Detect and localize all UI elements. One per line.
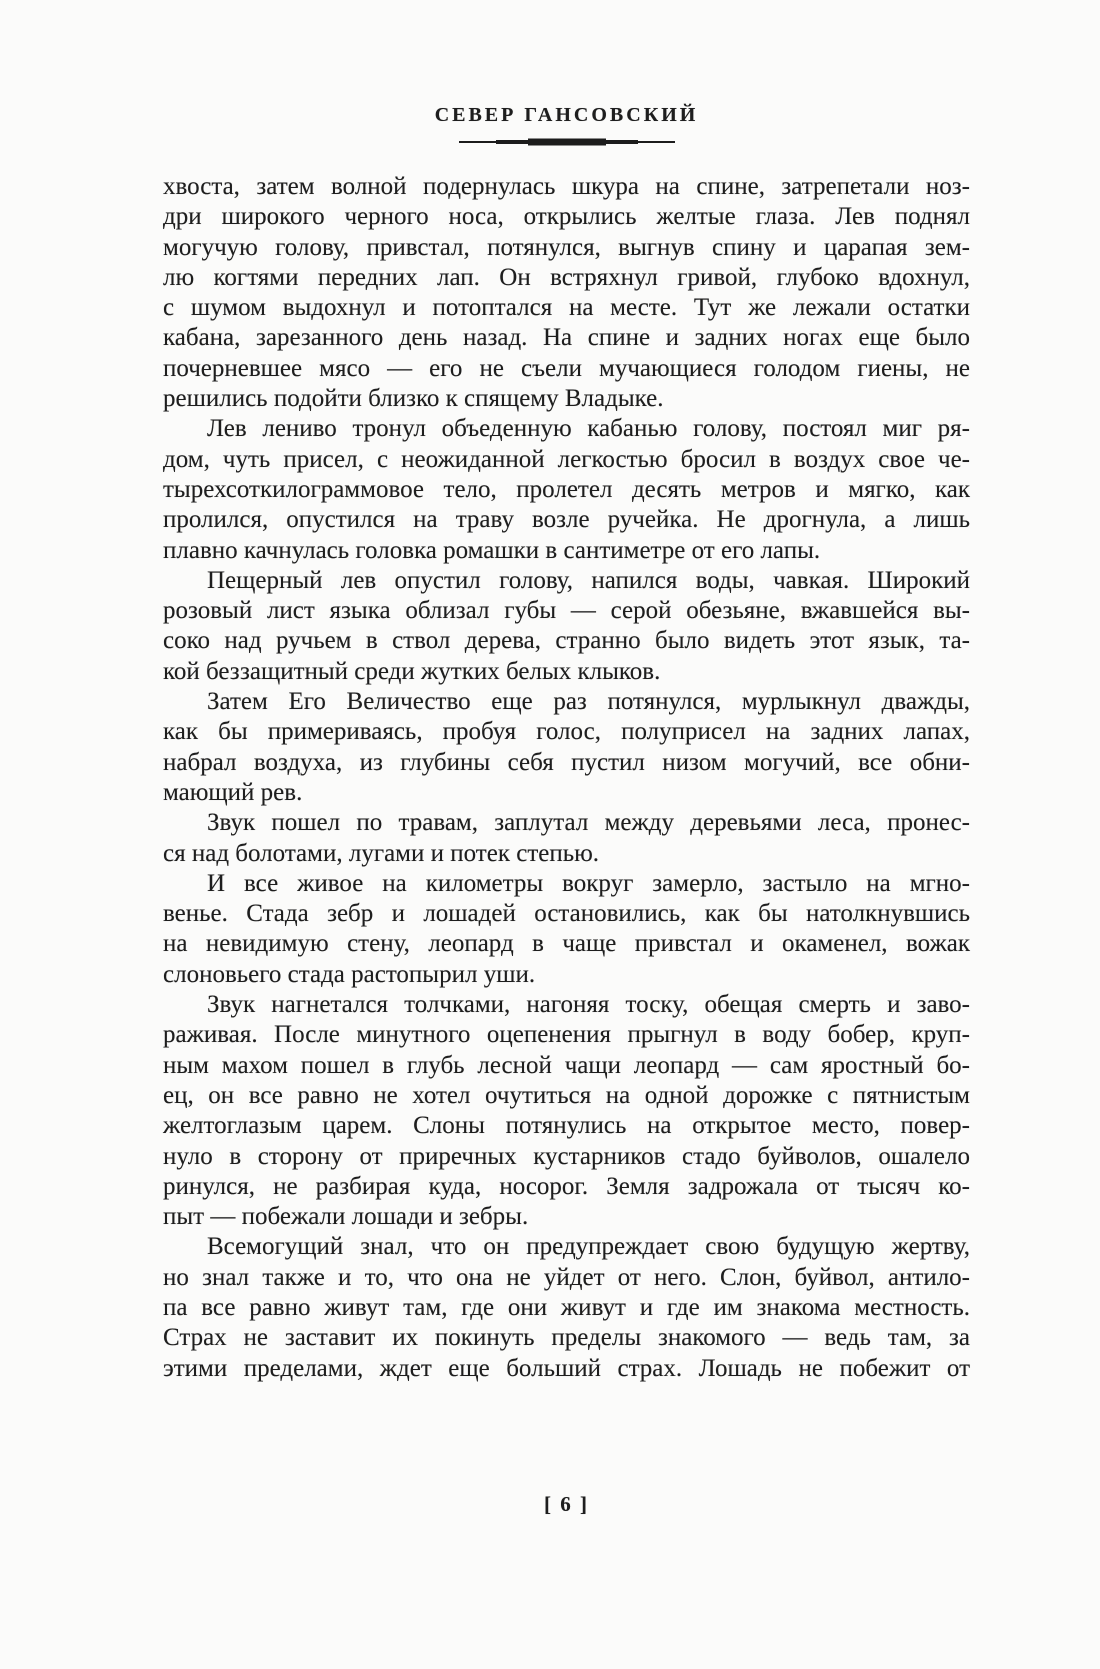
paragraph [163,990,970,1232]
text-line: венье. Стада зебр и лошадей остановились, как бы натолкнувшись [163,900,970,928]
text-line: кой беззащитный среди жутких белых клыков. [163,657,661,685]
text-line: Всемогущий знал, что он предупреждает свою будущую жертву, [207,1233,970,1261]
text-line: Затем Его Величество еще раз потянулся, мурлыкнул дважды, [207,688,970,716]
text-line: как бы примериваясь, пробуя голос, полуприсел на задних лапах, [163,718,970,746]
author-running-title: СЕВЕР ГАНСОВСКИЙ [434,104,699,126]
paragraph [163,808,970,869]
text-line: почерневшее мясо — его не съели мучающиеся голодом гиены, не [163,354,970,382]
text-line: па все равно живут там, где они живут и где им знакома местность. [163,1293,970,1321]
text-line: раживая. После минутного оцепенения прыгнул в воду бобер, круп- [163,1021,970,1049]
paragraph [163,687,970,808]
paragraph [163,172,970,414]
text-line: розовый лист языка облизал губы — серой обезьяне, вжавшейся вы- [163,597,970,625]
paragraph [163,414,970,565]
text-line: пролился, опустился на траву возле ручейка. Не дрогнула, а лишь [163,506,970,534]
text-line: ным махом пошел в глубь лесной чащи леопард — сам яростный бо- [163,1051,970,1079]
text-line: кабана, зарезанного день назад. На спине и задних ногах еще было [163,324,970,352]
text-line: плавно качнулась головка ромашки в сантиметре от его лапы. [163,536,821,564]
text-line: ец, он все равно не хотел очутиться на одной дорожке с пятнистым [163,1081,970,1109]
text-line: Звук пошел по травам, заплутал между деревьями леса, пронес- [207,809,970,837]
text-line: этими пределами, ждет еще больший страх. Лошадь не побежит от [163,1354,970,1382]
text-line: ся над болотами, лугами и потек степью. [163,839,600,867]
text-line: дом, чуть присел, с неожиданной легкостью бросил в воздух свое че- [163,445,970,473]
text-line: Пещерный лев опустил голову, напился воды, чавкая. Широкий [207,566,970,594]
text-line: на невидимую стену, леопард в чаще привстал и окаменел, вожак [163,930,970,958]
text-line: Страх не заставит их покинуть пределы знакомого — ведь там, за [163,1324,970,1352]
paragraph [163,1232,970,1383]
text-line: слоновьего стада растопырил уши. [163,960,536,988]
body-text [163,172,970,1384]
page-number: [ 6 ] [544,1492,589,1516]
text-line: желтоглазым царем. Слоны потянулись на открытое место, повер- [163,1112,970,1140]
text-line: Звук нагнетался толчками, нагоняя тоску, обещая смерть и заво- [207,991,970,1019]
divider-thick-rule [528,139,606,146]
text-line: но знал также и то, что она не уйдет от него. Слон, буйвол, антило- [163,1263,970,1291]
text-line: дри широкого черного носа, открылись желтые глаза. Лев поднял [163,203,970,231]
paragraph [163,869,970,990]
text-line: И все живое на километры вокруг замерло, застыло на мгно- [207,869,970,897]
text-line: мающий рев. [163,778,303,806]
text-line: пыт — побежали лошади и зебры. [163,1203,529,1231]
text-line: решились подойти близко к спящему Владыке. [163,385,664,413]
paragraph [163,566,970,687]
text-line: Лев лениво тронул объеденную кабанью голову, постоял миг ря- [207,415,970,443]
text-line: тырехсоткилограммовое тело, пролетел десять метров и мягко, как [163,475,970,503]
text-line: с шумом выдохнул и потоптался на месте. Тут же лежали остатки [163,294,970,322]
text-line: лю когтями передних лап. Он встряхнул гривой, глубоко вдохнул, [163,263,970,291]
text-line: ринулся, не разбирая куда, носорог. Земля задрожала от тысяч ко- [163,1172,970,1200]
text-line: могучую голову, привстал, потянулся, выгнув спину и царапая зем- [163,233,970,261]
header-divider-ornament [459,136,675,148]
text-line: нуло в сторону от приречных кустарников стадо буйволов, ошалело [163,1142,970,1170]
text-line: набрал воздуха, из глубины себя пустил низом могучий, все обни- [163,748,970,776]
text-line: хвоста, затем волной подернулась шкура на спине, затрепетали ноз- [163,173,970,200]
text-line: соко над ручьем в ствол дерева, странно было видеть этот язык, та- [163,627,970,655]
running-header [163,103,970,148]
